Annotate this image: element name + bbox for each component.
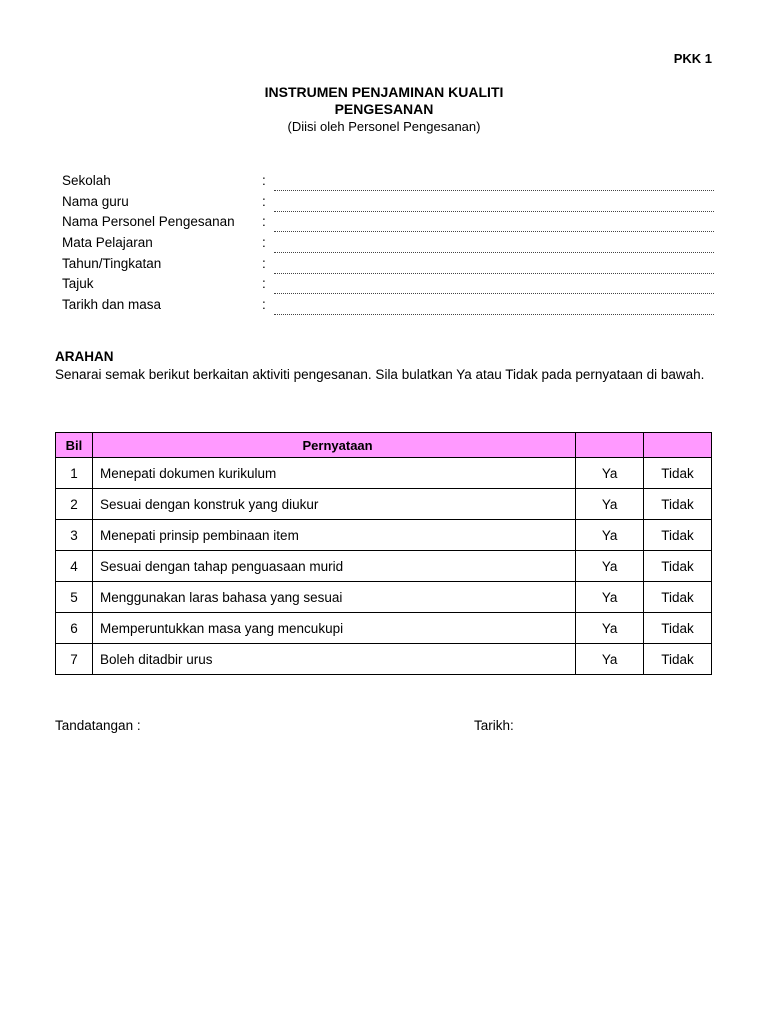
option-tidak[interactable]: Tidak [644, 644, 712, 675]
signature-label: Tandatangan : [55, 718, 141, 733]
row-number: 1 [56, 458, 93, 489]
row-statement: Menggunakan laras bahasa yang sesuai [92, 582, 575, 613]
field-input-line[interactable] [274, 314, 714, 315]
instructions-heading: ARAHAN [55, 349, 114, 364]
field-nama-personel [62, 212, 714, 233]
field-label: Tajuk [62, 276, 94, 292]
table-row [56, 582, 712, 613]
header-tidak [644, 433, 712, 458]
info-fields [62, 171, 714, 316]
field-colon: : [262, 214, 266, 230]
option-tidak[interactable]: Tidak [644, 551, 712, 582]
option-ya[interactable]: Ya [576, 613, 644, 644]
field-tarikh-masa [62, 295, 714, 316]
row-statement: Menepati prinsip pembinaan item [92, 520, 575, 551]
table-header-row [56, 433, 712, 458]
subtitle: (Diisi oleh Personel Pengesanan) [287, 119, 481, 134]
option-tidak[interactable]: Tidak [644, 458, 712, 489]
row-number: 7 [56, 644, 93, 675]
option-ya[interactable]: Ya [576, 520, 644, 551]
field-label: Nama guru [62, 193, 129, 209]
row-statement: Sesuai dengan tahap penguasaan murid [92, 551, 575, 582]
row-statement: Sesuai dengan konstruk yang diukur [92, 489, 575, 520]
table-row [56, 458, 712, 489]
row-number: 6 [56, 613, 93, 644]
header-bil: Bil [56, 433, 93, 458]
table-row [56, 520, 712, 551]
field-colon: : [262, 193, 266, 209]
header-ya [576, 433, 644, 458]
title-block [0, 84, 768, 135]
title-line-1: INSTRUMEN PENJAMINAN KUALITI [264, 84, 504, 100]
field-label: Mata Pelajaran [62, 235, 153, 251]
title-line-2: PENGESANAN [334, 101, 434, 117]
field-sekolah [62, 171, 714, 192]
field-tahun-tingkatan [62, 254, 714, 275]
field-label: Nama Personel Pengesanan [62, 214, 235, 230]
option-tidak[interactable]: Tidak [644, 582, 712, 613]
table-row [56, 613, 712, 644]
table-row [56, 644, 712, 675]
option-tidak[interactable]: Tidak [644, 520, 712, 551]
option-tidak[interactable]: Tidak [644, 489, 712, 520]
option-ya[interactable]: Ya [576, 551, 644, 582]
table-row [56, 489, 712, 520]
field-label: Sekolah [62, 173, 111, 188]
option-tidak[interactable]: Tidak [644, 613, 712, 644]
field-colon: : [262, 235, 266, 251]
row-statement: Boleh ditadbir urus [92, 644, 575, 675]
field-label: Tahun/Tingkatan [62, 255, 162, 271]
row-number: 3 [56, 520, 93, 551]
date-label: Tarikh: [474, 718, 514, 733]
form-code: PKK 1 [673, 51, 712, 66]
field-tajuk [62, 274, 714, 295]
instructions-text: Senarai semak berikut berkaitan aktiviti pengesanan. Sila bulatkan Ya atau Tidak pada pernyataan di bawah. [55, 367, 705, 382]
header-pernyataan: Pernyataan [92, 433, 575, 458]
checklist-table [55, 432, 712, 675]
row-number: 2 [56, 489, 93, 520]
field-label: Tarikh dan masa [62, 297, 162, 313]
field-nama-guru [62, 192, 714, 213]
field-colon: : [262, 173, 266, 188]
option-ya[interactable]: Ya [576, 582, 644, 613]
row-statement: Memperuntukkan masa yang mencukupi [92, 613, 575, 644]
field-colon: : [262, 255, 266, 271]
field-colon: : [262, 276, 266, 292]
instructions [55, 348, 715, 384]
row-number: 4 [56, 551, 93, 582]
field-mata-pelajaran [62, 233, 714, 254]
option-ya[interactable]: Ya [576, 644, 644, 675]
field-colon: : [262, 297, 266, 313]
option-ya[interactable]: Ya [576, 489, 644, 520]
table-row [56, 551, 712, 582]
option-ya[interactable]: Ya [576, 458, 644, 489]
row-number: 5 [56, 582, 93, 613]
row-statement: Menepati dokumen kurikulum [92, 458, 575, 489]
